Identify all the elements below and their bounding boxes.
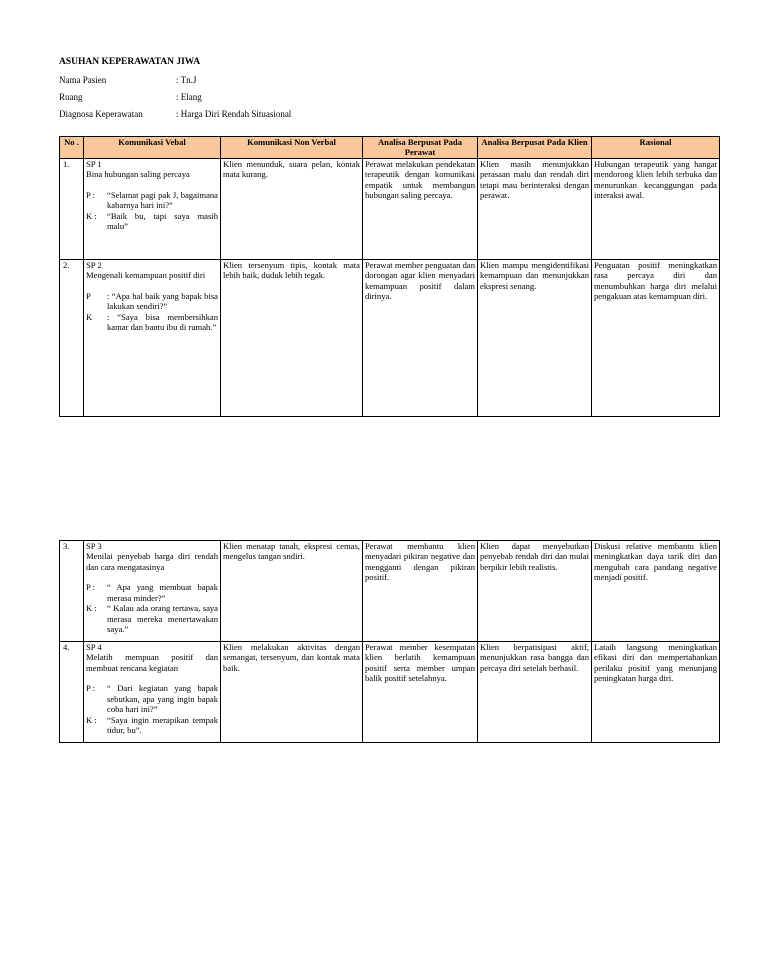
rasional-cell: Penguatan positif meningkatkan rasa percaya diri dan menumbuhkan harga diri melalui pengakuan atas kemampuan diri. <box>592 260 720 417</box>
info-room <box>59 92 202 102</box>
row-number: 1. <box>60 159 84 260</box>
row-number: 3. <box>60 541 84 642</box>
verbal-cell <box>84 642 221 743</box>
header-nonverbal: Komunikasi Non Verbal <box>221 137 363 159</box>
info-value: : Harga Diri Rendah Situasional <box>176 109 292 119</box>
client-dialogue: K : “ Kalau ada orang tertawa, saya merasa mereka menertawakan saya.” <box>86 603 218 635</box>
klien-cell: Klien berpatisipasi aktif, menunjukkan rasa bangga dan percaya diri setelah berhasil. <box>478 642 592 743</box>
header-no: No . <box>60 137 84 159</box>
table-header-row <box>60 137 720 159</box>
verbal-cell <box>84 541 221 642</box>
klien-cell: Klien mampu mengidentifikasi kemampuan dan menunjukkan ekspresi senang. <box>478 260 592 417</box>
sp-goal: Bina hubungan saling percaya <box>86 169 190 180</box>
row-number: 2. <box>60 260 84 417</box>
client-dialogue: K : “Saya ingin merapikan tempak tidur, bu”. <box>86 714 218 736</box>
nurse-dialogue: P : “ Apa yang membuat bapak merasa minder?” <box>86 582 218 603</box>
care-table-1 <box>59 136 720 417</box>
rasional-cell: Diskusi relative membantu klien meningkatkan daya tarik diri dan mengubah cara pandang negative menjadi positif. <box>592 541 720 642</box>
rasional-cell: Hubungan terapeutik yang hangat mendorong klien lebih terbuka dan menurunkan kecanggungan pada interaksi awal. <box>592 159 720 260</box>
nonverbal-cell: Klien melakukan aktivitas dengan semangat, tersenyum, dan kontak mata baik. <box>221 642 363 743</box>
nonverbal-cell: Klien menatap tanah, ekspresi cemas, mengelus tangan sndiri. <box>221 541 363 642</box>
nonverbal-cell: Klien menunduk, suara pelan, kontak mata kurang. <box>221 159 363 260</box>
nonverbal-cell: Klien tersenyum tipis, kontak mata lebih baik, duduk lebih tegak. <box>221 260 363 417</box>
perawat-cell: Perawat melakukan pendekatan terapeutik dengan komunikasi empatik untuk membangun hubungan saling percaya. <box>363 159 478 260</box>
table-row <box>60 260 720 417</box>
klien-cell: Klien masih menunjukkan perasaan malu dan rendah diri tetapi mau berinteraksi dengan perawat. <box>478 159 592 260</box>
client-dialogue: K : “Saya bisa membersihkan kamar dan bantu ibu di rumah.” <box>86 311 218 333</box>
klien-cell: Klien dapat menyebutkan penyebab rendah diri dan mulai berpikir lebih realistis. <box>478 541 592 642</box>
table-row <box>60 159 720 260</box>
header-rasional: Rasional <box>592 137 720 159</box>
info-diagnosis <box>59 109 291 119</box>
info-label: Nama Pasien <box>59 75 107 85</box>
nurse-dialogue: P : “Apa hal baik yang bapak bisa lakukan sendiri?” <box>86 290 218 312</box>
client-dialogue: K : “Baik bu, tapi saya masih malu” <box>86 210 218 232</box>
sp-goal: Mengenali kemampuan positif diri <box>86 270 206 281</box>
header-perawat: Analisa Berpusat Pada Perawat <box>363 137 478 159</box>
sp-goal: Menilai penyebab harga diri rendah dan cara mengatasinya <box>86 551 218 572</box>
perawat-cell: Perawat membantu klien menyadari pikiran negative dan mengganti dengan pikiran positif. <box>363 541 478 642</box>
verbal-cell <box>84 260 221 417</box>
sp-label: SP 3 <box>86 541 102 551</box>
header-klien: Analisa Berpusat Pada Klien <box>478 137 592 159</box>
sp-label: SP 1 <box>86 159 102 169</box>
sp-label: SP 2 <box>86 260 102 270</box>
rasional-cell: Lataih langsung meningkatkan efikasi diri dan mempertahankan perilaku positif yang menunjang peningkatan harga diri. <box>592 642 720 743</box>
info-value: : Tn.J <box>176 75 197 85</box>
nurse-dialogue: P : “ Dari kegiatan yang bapak sebutkan, apa yang ingin bapak coba hari ini?” <box>86 683 218 715</box>
row-number: 4. <box>60 642 84 743</box>
header-verbal: Komunikasi Vebal <box>84 137 221 159</box>
sp-goal: Melatih mempuan positif dan membuat rencana kegiatan <box>86 652 218 673</box>
info-label: Diagnosa Keperawatan <box>59 109 143 119</box>
table-row <box>60 541 720 642</box>
care-table-2 <box>59 540 720 743</box>
perawat-cell: Perawat member penguatan dan dorongan agar klien menyadari kemampuan positif dalam dirinya. <box>363 260 478 417</box>
info-patient-name <box>59 75 196 85</box>
sp-label: SP 4 <box>86 642 102 652</box>
page-title: ASUHAN KEPERAWATAN JIWA <box>59 57 201 67</box>
info-label: Ruang <box>59 92 83 102</box>
verbal-cell <box>84 159 221 260</box>
nurse-dialogue: P : “Selamat pagi pak J, bagaimana kabarnya hari ini?” <box>86 189 218 211</box>
table-row <box>60 642 720 743</box>
info-value: : Elang <box>176 92 202 102</box>
perawat-cell: Perawat member kesempatan klien berlatih kemampuan positif serta member umpan balik positif setelahnya. <box>363 642 478 743</box>
